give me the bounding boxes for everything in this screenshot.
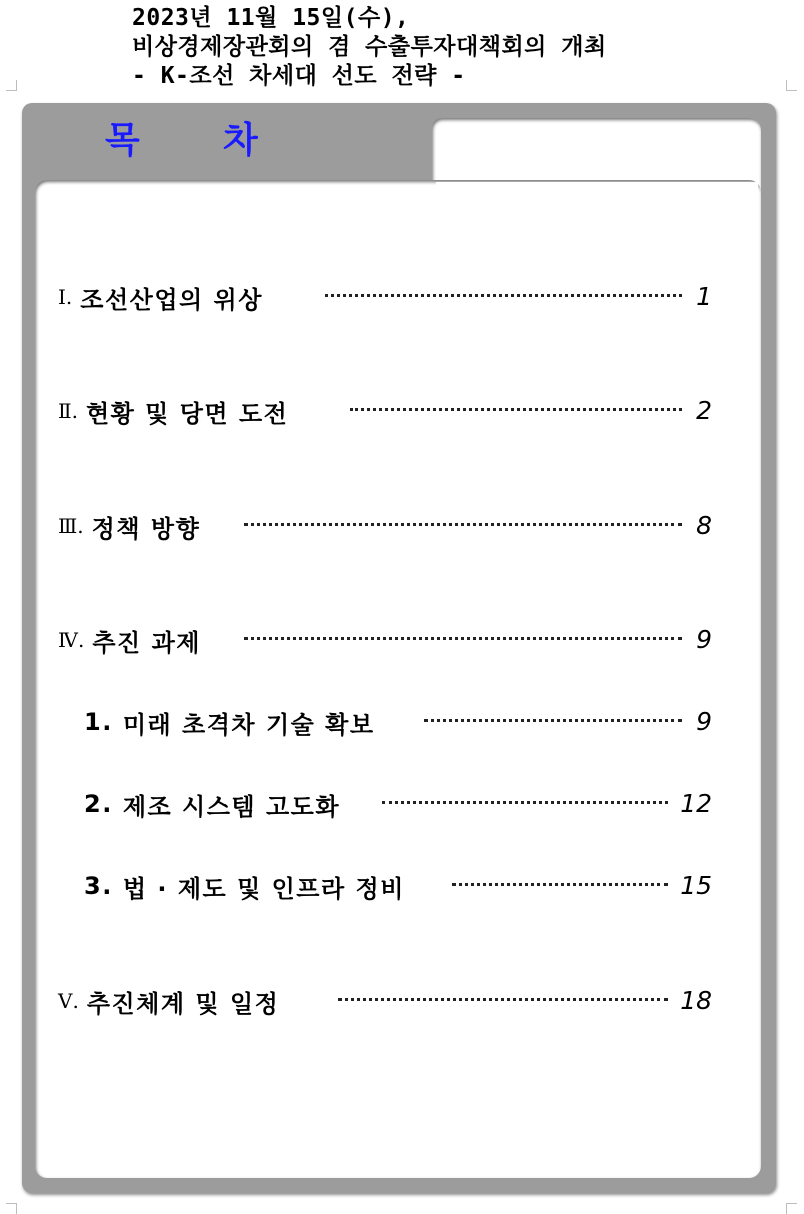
toc-page-number: 15 (680, 871, 712, 900)
toc-page-number: 1 (696, 282, 712, 311)
toc-label: 미래 초격차 기술 확보 (122, 710, 375, 739)
toc-page-number: 8 (696, 511, 712, 540)
toc-leader-dots (382, 801, 668, 804)
toc-sub-number: 1. (84, 708, 113, 736)
toc-sub-number: 3. (84, 872, 113, 900)
toc-label: 정책 방향 (91, 514, 201, 543)
toc-numeral: Ⅴ. (58, 989, 79, 1013)
toc-page-number: 12 (680, 789, 712, 818)
toc-label: 제조 시스템 고도화 (122, 792, 341, 821)
toc-page-number: 2 (696, 396, 712, 425)
toc-leader-dots (325, 294, 682, 297)
toc-title-part1: 목 (105, 120, 140, 161)
toc-entry-4[interactable] (58, 620, 201, 660)
header-date-line: 2023년 11월 15일(수), (132, 5, 410, 31)
toc-subentry-2[interactable] (84, 784, 340, 824)
toc-title-part2: 차 (223, 120, 258, 161)
toc-leader-dots (424, 719, 682, 722)
toc-entry-2[interactable] (58, 391, 288, 431)
toc-leader-dots (338, 998, 668, 1001)
toc-leader-dots (350, 408, 682, 411)
toc-numeral: Ⅰ. (58, 285, 73, 309)
toc-subentry-3[interactable] (84, 866, 405, 906)
toc-label: 조선산업의 위상 (80, 285, 263, 314)
crop-mark-top-right (786, 80, 797, 91)
toc-entry-3[interactable] (58, 506, 200, 546)
toc-panel (35, 180, 761, 1178)
toc-numeral: Ⅱ. (58, 399, 78, 423)
toc-page-number: 9 (696, 625, 712, 654)
toc-entry-5[interactable] (58, 981, 279, 1021)
tab-join (436, 182, 758, 222)
toc-leader-dots (452, 883, 668, 886)
toc-subentry-1[interactable] (84, 702, 375, 742)
document-header (132, 4, 792, 91)
toc-leader-dots (244, 523, 682, 526)
toc-entry-1[interactable] (58, 277, 263, 317)
header-meeting-line: 비상경제장관회의 겸 수출투자대책회의 개최 (132, 34, 607, 60)
toc-numeral: Ⅳ. (58, 628, 85, 652)
toc-page-number: 9 (696, 707, 712, 736)
crop-mark-bottom-left (6, 1203, 17, 1214)
crop-mark-bottom-right (786, 1203, 797, 1214)
toc-leader-dots (244, 637, 682, 640)
toc-label: 추진 과제 (92, 628, 201, 657)
toc-label: 현황 및 당면 도전 (85, 399, 289, 428)
toc-label: 법 · 제도 및 인프라 정비 (122, 874, 405, 903)
toc-page-number: 18 (680, 986, 712, 1015)
crop-mark-top-left (6, 80, 17, 91)
toc-label: 추진체계 및 일정 (86, 989, 280, 1018)
toc-numeral: Ⅲ. (58, 514, 84, 538)
header-subtitle-line: - K-조선 차세대 선도 전략 - (132, 63, 466, 89)
toc-sub-number: 2. (84, 790, 113, 818)
